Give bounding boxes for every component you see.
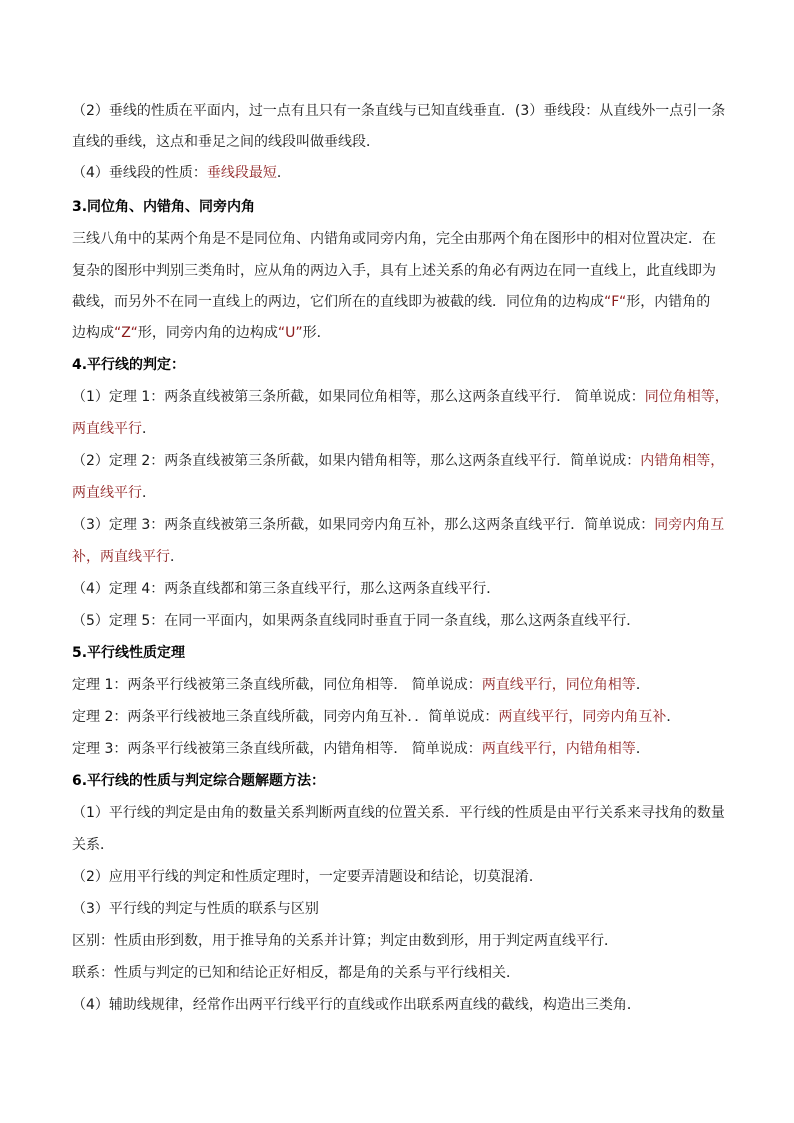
method-3-difference: 区别：性质由形到数，用于推导角的关系并计算；判定由数到形，用于判定两直线平行． [72, 933, 618, 949]
theorem-5: （5）定理 5：在同一平面内，如果两条直线同时垂直于同一条直线，那么这两条直线平行． [72, 613, 641, 629]
text-run: ． [170, 549, 184, 565]
highlight-text: 两直线平行，内错角相等 [481, 741, 636, 757]
text-run: 截线，而另外不在同一直线上的两边，它们所在的直线即为被截的线．同位角的边构成 [72, 294, 604, 310]
highlight-text: “F“ [604, 294, 627, 310]
text-run: （3）定理 3：两条直线被第三条所截，如果同旁内角互补，那么这两条直线平行．简单说成： [72, 517, 655, 533]
section-3-paragraph-line-1: 三线八角中的某两个角是不是同位角、内错角或同旁内角，完全由那两个角在图形中的相对位置决定．在 [72, 231, 716, 247]
perpendicular-property-line-2: 直线的垂线，这点和垂足之间的线段叫做垂线段． [72, 134, 380, 150]
text-run: 边构成 [72, 325, 114, 341]
text-run: ． [635, 741, 650, 757]
text-run: 定理 1：两条平行线被第三条直线所截，同位角相等． 简单说成： [72, 677, 482, 693]
text-run: ． [635, 677, 650, 693]
highlight-text: 两直线平行 [72, 485, 142, 501]
highlight-text: 补，两直线平行 [72, 549, 170, 565]
method-1-line-2: 关系． [72, 837, 114, 853]
text-run: 形，同旁内角的边构成 [137, 325, 278, 341]
method-1-line-1: （1）平行线的判定是由角的数量关系判断两直线的位置关系．平行线的性质是由平行关系来寻找角的数量 [72, 805, 725, 821]
section-3-paragraph-line-3 [72, 292, 710, 312]
theorem-1-line-1 [72, 387, 729, 407]
text-run: 形，内错角的 [626, 294, 711, 310]
method-4: （4）辅助线规律，经常作出两平行线平行的直线或作出联系两直线的截线，构造出三类角． [72, 997, 641, 1013]
highlight-text: “U” [277, 325, 303, 341]
text-run: ． [276, 165, 291, 181]
theorem-3-line-2 [72, 547, 184, 567]
method-3-connection: 联系：性质与判定的已知和结论正好相反，都是角的关系与平行线相关． [72, 965, 520, 981]
text-run: 定理 3：两条平行线被第三条直线所截，内错角相等． 简单说成： [72, 741, 482, 757]
property-theorem-1 [72, 675, 650, 695]
text-run: ． [142, 421, 156, 437]
highlight-text: “Z“ [114, 325, 138, 341]
section-3-heading: 3.同位角、内错角、同旁内角 [72, 199, 256, 215]
method-3: （3）平行线的判定与性质的联系与区别 [72, 901, 319, 917]
theorem-2-line-2 [72, 483, 156, 503]
highlight-text: 同旁内角互 [654, 517, 725, 533]
text-run: 形． [302, 325, 331, 341]
theorem-4: （4）定理 4：两条直线都和第三条直线平行，那么这两条直线平行． [72, 581, 501, 597]
property-theorem-3 [72, 739, 650, 759]
section-4-heading: 4.平行线的判定： [72, 357, 186, 373]
text-run: 定理 2：两条平行线被地三条直线所截，同旁内角互补．．简单说成： [72, 709, 499, 725]
perpendicular-segment-property [72, 163, 291, 183]
highlight-text: 同位角相等， [644, 389, 729, 405]
theorem-2-line-1 [72, 451, 724, 471]
theorem-1-line-2 [72, 419, 156, 439]
section-3-paragraph-line-4 [72, 323, 331, 343]
method-2: （2）应用平行线的判定和性质定理时，一定要弄清题设和结论，切莫混淆． [72, 869, 543, 885]
highlight-text: 垂线段最短 [206, 165, 277, 181]
text-run: （2）定理 2：两条直线被第三条所截，如果内错角相等，那么这两条直线平行．简单说成： [72, 453, 641, 469]
section-6-heading: 6.平行线的性质与判定综合题解题方法： [72, 773, 326, 789]
text-run: （4）垂线段的性质： [72, 165, 207, 181]
highlight-text: 两直线平行，同位角相等 [481, 677, 636, 693]
text-run: ． [142, 485, 156, 501]
theorem-3-line-1 [72, 515, 724, 535]
text-run: （1）定理 1：两条直线被第三条所截，如果同位角相等，那么这两条直线平行． 简单说成： [72, 389, 645, 405]
perpendicular-property-line-1: （2）垂线的性质在平面内，过一点有且只有一条直线与已知直线垂直．(3）垂线段：从直线外一点引一条 [72, 103, 726, 119]
section-5-heading: 5.平行线性质定理 [72, 645, 186, 661]
highlight-text: 两直线平行 [72, 421, 142, 437]
property-theorem-2 [72, 707, 680, 727]
section-3-paragraph-line-2: 复杂的图形中判别三类角时，应从角的两边入手，具有上述关系的角必有两边在同一直线上，此直线即为 [72, 263, 716, 279]
highlight-text: 两直线平行，同旁内角互补 [498, 709, 667, 725]
highlight-text: 内错角相等， [640, 453, 725, 469]
text-run: ． [666, 709, 681, 725]
